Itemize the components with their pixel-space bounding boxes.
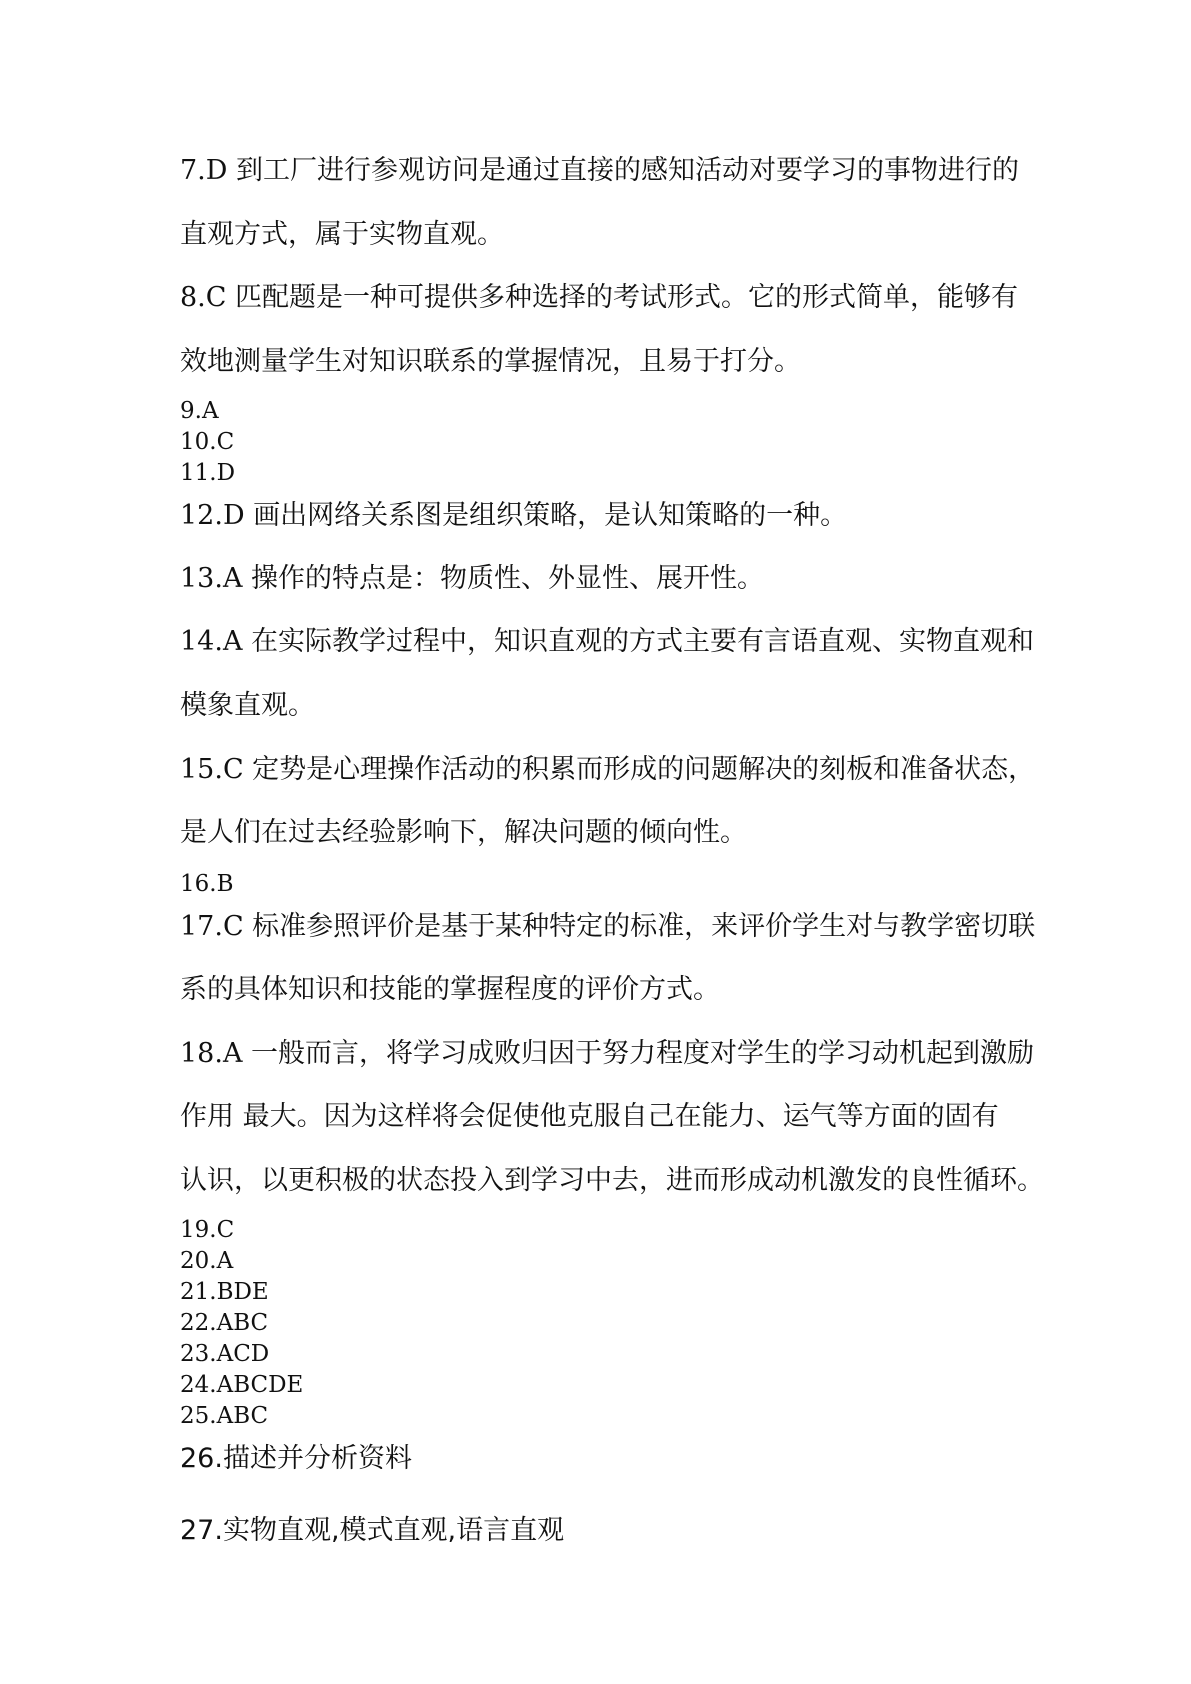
answer-17-line-1: 17.C 标准参照评价是基于某种特定的标准，来评价学生对与教学密切联 <box>180 911 1036 942</box>
answer-13: 13.A 操作的特点是：物质性、外显性、展开性。 <box>180 563 765 594</box>
answer-20: 20.A <box>180 1248 234 1274</box>
answer-7-line-1: 7.D 到工厂进行参观访问是通过直接的感知活动对要学习的事物进行的 <box>180 155 1019 186</box>
answer-15-line-2: 是人们在过去经验影响下，解决问题的倾向性。 <box>180 817 747 848</box>
answer-12: 12.D 画出网络关系图是组织策略，是认知策略的一种。 <box>180 500 848 531</box>
answer-25: 25.ABC <box>180 1403 269 1429</box>
answer-23: 23.ACD <box>180 1341 270 1367</box>
answer-18-line-2: 作用 最大。因为这样将会促使他克服自己在能力、运气等方面的固有 <box>180 1101 999 1132</box>
answer-17-line-2: 系的具体知识和技能的掌握程度的评价方式。 <box>180 974 720 1005</box>
answer-18-line-3: 认识，以更积极的状态投入到学习中去，进而形成动机激发的良性循环。 <box>180 1165 1044 1196</box>
answer-22: 22.ABC <box>180 1310 269 1336</box>
answer-24: 24.ABCDE <box>180 1372 304 1398</box>
answer-21: 21.BDE <box>180 1279 269 1305</box>
answer-7-line-2: 直观方式，属于实物直观。 <box>180 219 504 250</box>
answer-27: 27.实物直观,模式直观,语言直观 <box>180 1515 565 1546</box>
answer-16: 16.B <box>180 871 234 897</box>
answer-26: 26.描述并分析资料 <box>180 1443 412 1474</box>
answer-14-line-1: 14.A 在实际教学过程中，知识直观的方式主要有言语直观、实物直观和 <box>180 626 1035 657</box>
answer-19: 19.C <box>180 1217 235 1243</box>
answer-18-line-1: 18.A 一般而言，将学习成败归因于努力程度对学生的学习动机起到激励 <box>180 1038 1035 1069</box>
answer-14-line-2: 模象直观。 <box>180 690 315 721</box>
answer-9: 9.A <box>180 398 219 424</box>
answer-15-line-1: 15.C 定势是心理操作活动的积累而形成的问题解决的刻板和准备状态， <box>180 754 1036 785</box>
answer-10: 10.C <box>180 429 235 455</box>
answer-8-line-2: 效地测量学生对知识联系的掌握情况，且易于打分。 <box>180 346 801 377</box>
answer-11: 11.D <box>180 460 236 486</box>
answer-8-line-1: 8.C 匹配题是一种可提供多种选择的考试形式。它的形式简单，能够有 <box>180 282 1019 313</box>
